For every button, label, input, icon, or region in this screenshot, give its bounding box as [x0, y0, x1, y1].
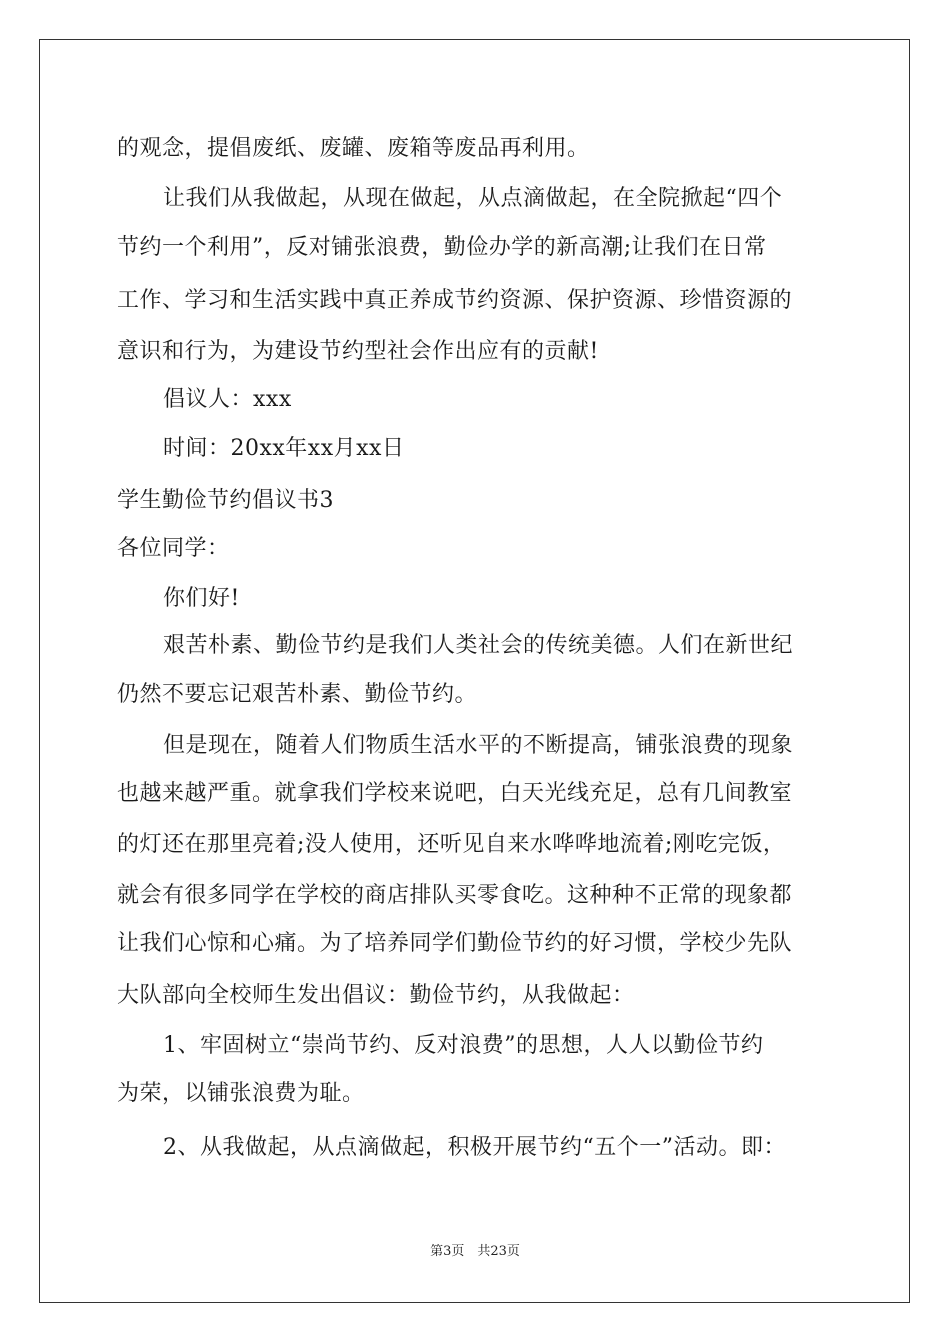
text-line: 让我们从我做起，从现在做起，从点滴做起，在全院掀起“四个	[163, 186, 783, 211]
text-line: 为荣，以铺张浪费为耻。	[117, 1081, 365, 1106]
text-line: 但是现在，随着人们物质生活水平的不断提高，铺张浪费的现象	[163, 733, 794, 758]
text-line: 工作、学习和生活实践中真正养成节约资源、保护资源、珍惜资源的	[117, 288, 793, 313]
list-item: 1、牢固树立“崇尚节约、反对浪费”的思想，人人以勤俭节约	[163, 1033, 764, 1058]
text-line: 节约一个利用”，反对铺张浪费，勤俭办学的新高潮;让我们在日常	[117, 235, 767, 260]
list-item: 2、从我做起，从点滴做起，积极开展节约“五个一”活动。即：	[163, 1135, 786, 1160]
text-line: 时间：20xx年xx月xx日	[163, 436, 405, 461]
text-line: 大队部向全校师生发出倡议：勤俭节约，从我做起：	[117, 983, 635, 1008]
section-title: 学生勤俭节约倡议书3	[117, 488, 334, 513]
text-line: 艰苦朴素、勤俭节约是我们人类社会的传统美德。人们在新世纪	[163, 633, 794, 658]
text-line: 的灯还在那里亮着;没人使用，还听见自来水哗哗地流着;刚吃完饭，	[117, 832, 786, 857]
text-line: 意识和行为，为建设节约型社会作出应有的贡献!	[117, 339, 599, 364]
text-line: 的观念，提倡废纸、废罐、废箱等废品再利用。	[117, 136, 590, 161]
salutation: 各位同学：	[117, 536, 230, 561]
page-number-footer: 第3页 共23页	[430, 1244, 520, 1259]
text-line: 仍然不要忘记艰苦朴素、勤俭节约。	[117, 682, 478, 707]
text-line: 倡议人：xxx	[163, 387, 292, 412]
page-border	[39, 39, 910, 1303]
text-line: 让我们心惊和心痛。为了培养同学们勤俭节约的好习惯，学校少先队	[117, 931, 793, 956]
text-line: 就会有很多同学在学校的商店排队买零食吃。这种种不正常的现象都	[117, 883, 793, 908]
text-line: 也越来越严重。就拿我们学校来说吧，白天光线充足，总有几间教室	[117, 781, 793, 806]
greeting: 你们好!	[163, 586, 240, 611]
